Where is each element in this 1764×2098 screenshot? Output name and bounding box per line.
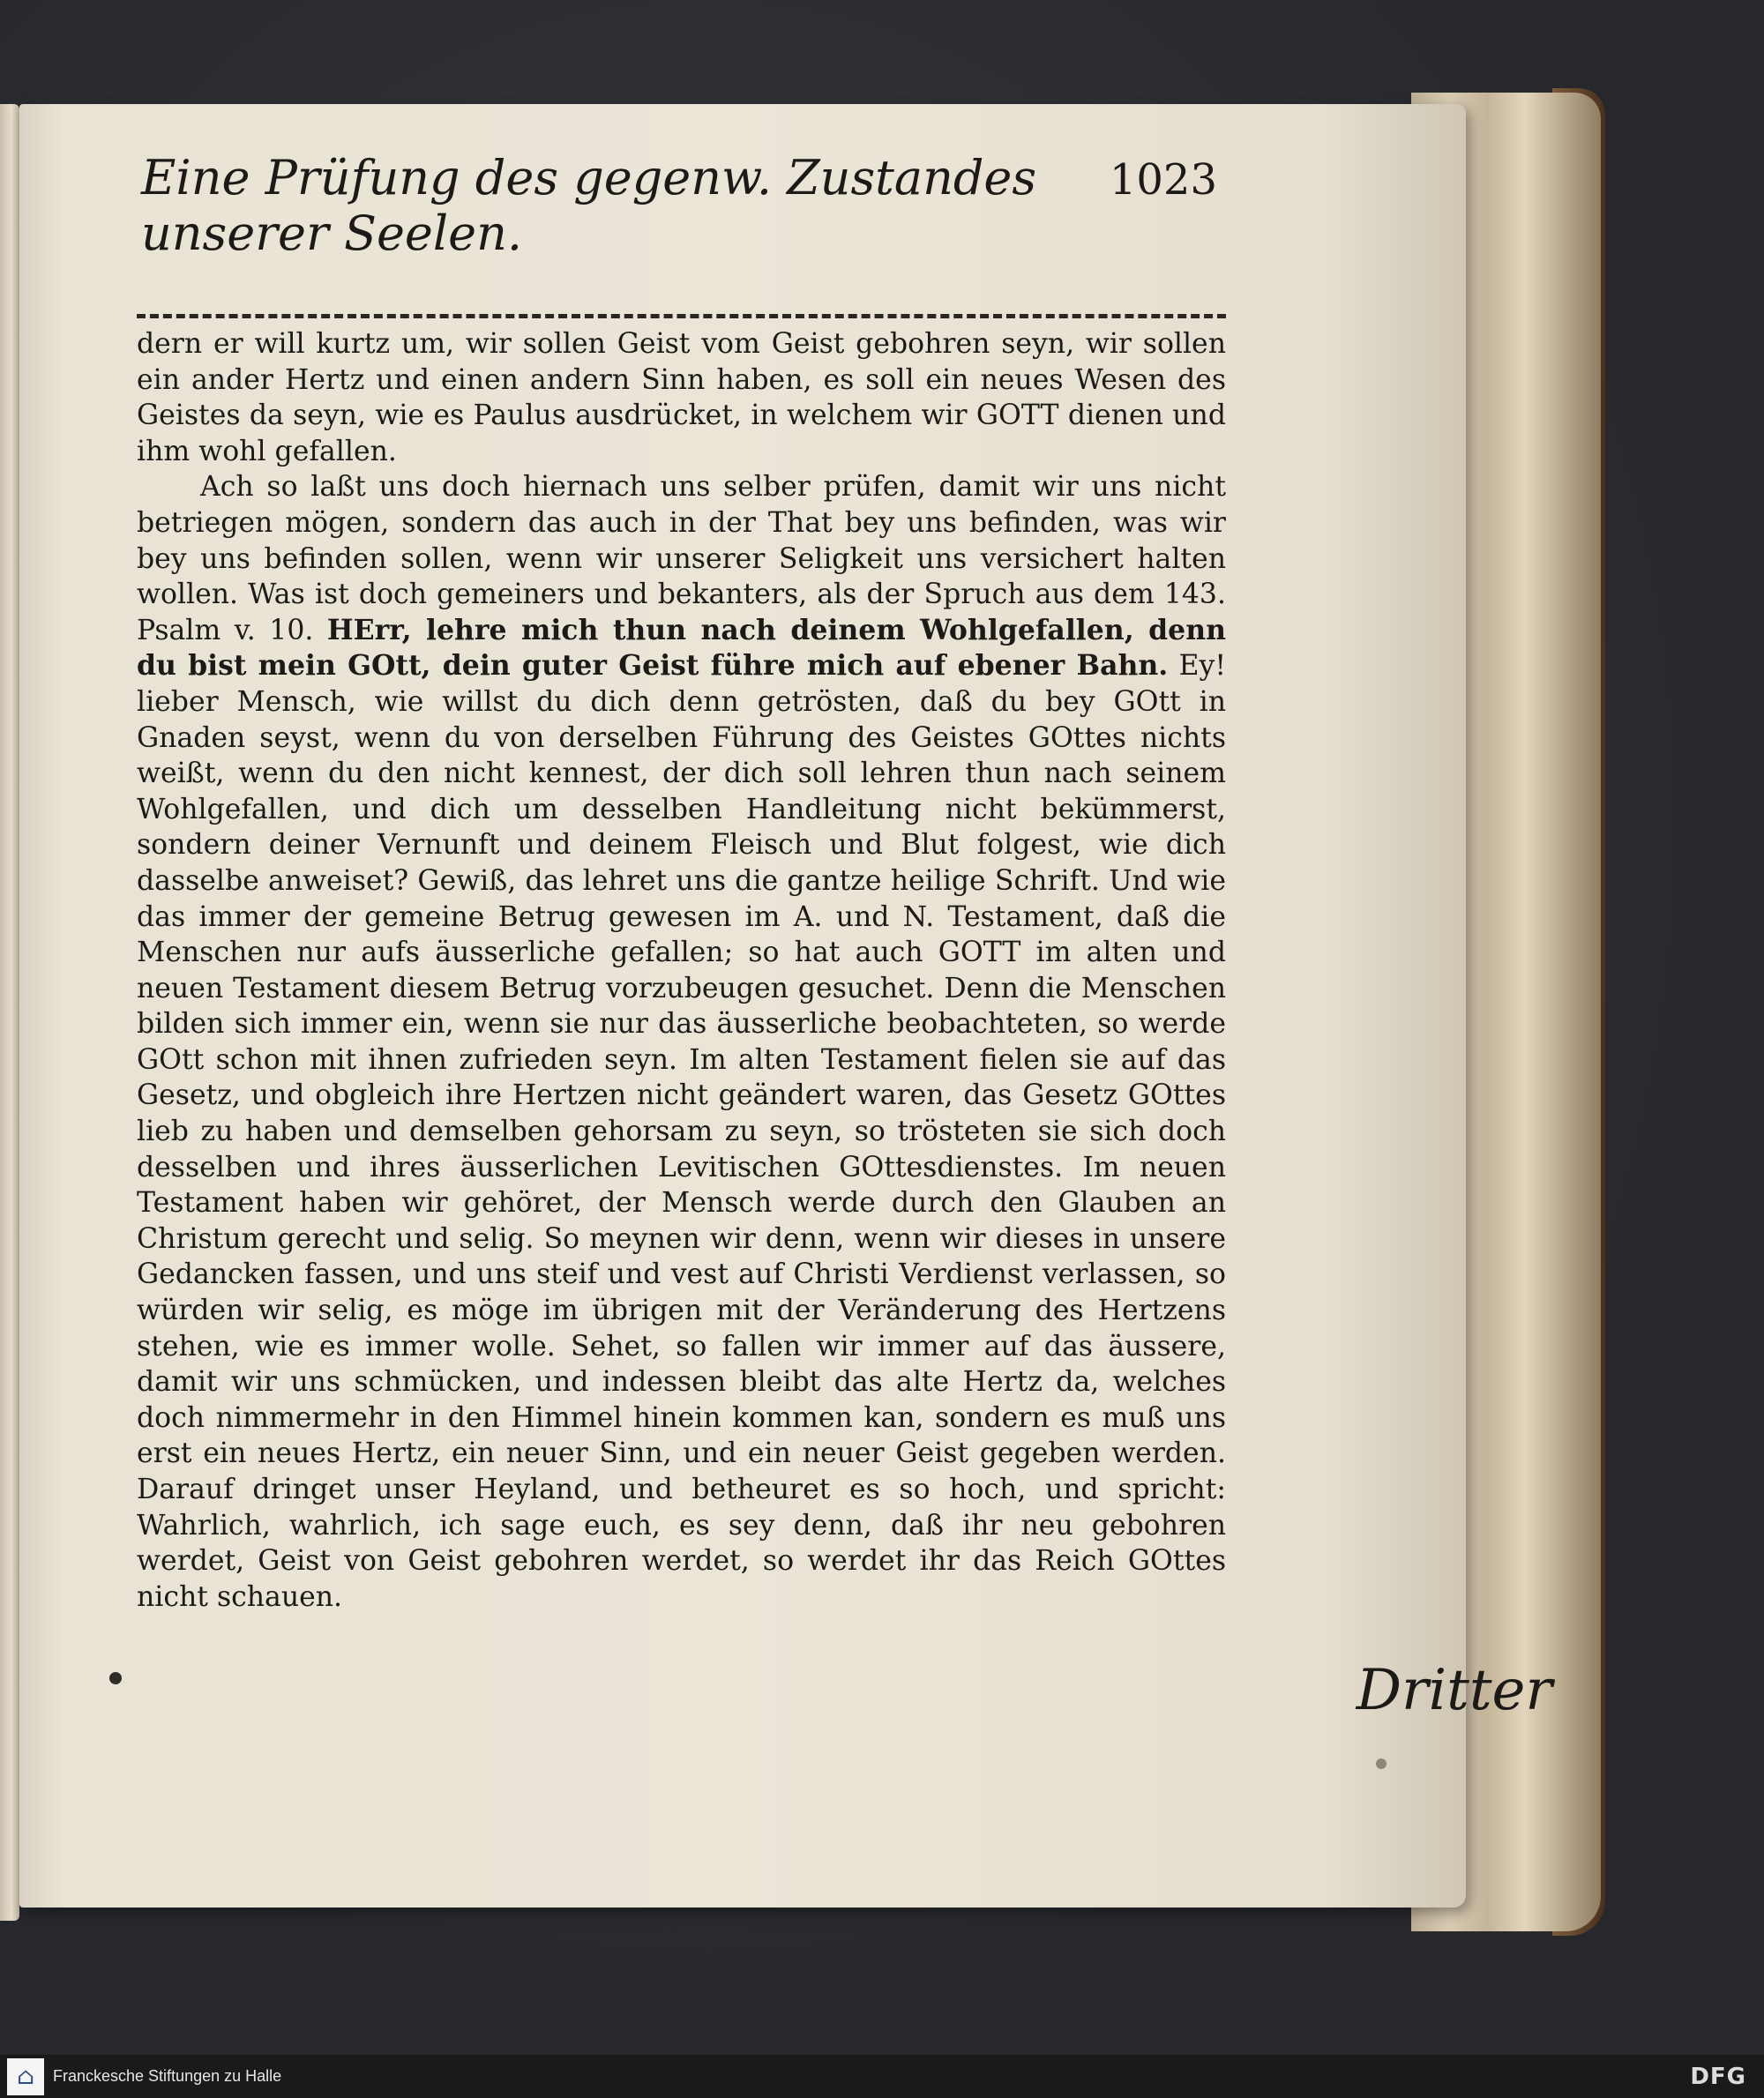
ink-spot bbox=[109, 1672, 122, 1684]
body-text bbox=[137, 326, 1226, 1615]
viewer-footer bbox=[0, 2055, 1764, 2098]
header-rule bbox=[137, 314, 1226, 318]
catchword: Dritter bbox=[1356, 1658, 1552, 1723]
paragraph-2-text-after: Ey! lieber Mensch, wie willst du dich denn getrösten, daß du bey GOtt in Gnaden seyst, wenn du von derselben Führung des Geistes GOttes nichts weißt, wenn du den nicht kennest, der dich soll lehren thun nach seinem Wohlgefallen, und dich um desselben Handleitung nicht bekümmerst, sondern deiner Vernunft und deinem Fleisch und Blut folgest, wie dich dasselbe anweiset? Gewiß, das lehret uns die gantze heilige Schrift. Und wie das immer der gemeine Betrug gewesen im A. und N. Testament, daß die Menschen nur aufs äusserliche gefallen; so hat auch GOTT im alten und neuen Testament diesem Betrug vorzubeugen gesuchet. Denn die Menschen bilden sich immer ein, wenn sie nur das äusserliche beobachteten, so werde GOtt schon mit ihnen zufrieden seyn. Im alten Testament fielen sie auf das Gesetz, und obgleich ihre Hertzen nicht geändert waren, das Gesetz GOttes lieb zu haben und demselben gehorsam zu seyn, so trösteten sie sich doch desselben und ihres äusserlichen Levitischen GOttesdienstes. Im neuen Testament haben wir gehöret, der Mensch werde durch den Glauben an Christum gerecht und selig. So meynen wir denn, wenn wir dieses in unsere Gedancken fassen, und uns steif und vest auf Christi Verdienst verlassen, so würden wir selig, es möge im übrigen mit der Veränderung des Hertzens stehen, wie es immer wolle. Sehet, so fallen wir immer auf das äussere, damit wir uns schmücken, und indessen bleibt das alte Hertz da, welches doch nimmermehr in den Himmel hinein kommen kan, sondern es muß uns erst ein neues Hertz, ein neuer Sinn, und ein neuer Geist gegeben werden. Darauf dringet unser Heyland, und betheuret es so hoch, und spricht: Wahrlich, wahrlich, ich sage euch, es sey denn, daß ihr neu gebohren werdet, Geist von Geist gebohren werdet, so werdet ihr das Reich GOttes nicht schauen. bbox=[137, 650, 1226, 1613]
dfg-logo: DFG bbox=[1690, 2063, 1746, 2090]
page-number: 1023 bbox=[1109, 155, 1217, 205]
paragraph-2 bbox=[137, 469, 1226, 1615]
page-header bbox=[141, 150, 1217, 261]
paragraph-2-text-before: Ach so laßt uns doch hiernach uns selber prüfen, damit wir uns nicht betriegen mögen, sondern das auch in der That bey uns befinden, was wir bey uns befinden sollen, wenn wir unserer Seligkeit uns versichert halten wollen. Was ist doch gemeiners und bekanters, als der Spruch aus dem 143. Psalm v. 10. bbox=[137, 471, 1226, 646]
institution-logo-icon: ⌂ bbox=[7, 2058, 44, 2095]
paragraph-1: dern er will kurtz um, wir sollen Geist vom Geist gebohren seyn, wir sollen ein ander Hertz und einen andern Sinn haben, es soll ein neues Wesen des Geistes da seyn, wie es Paulus ausdrücket, in welchem wir GOTT dienen und ihm wohl gefallen. bbox=[137, 328, 1226, 467]
paper-spot bbox=[1376, 1758, 1387, 1769]
footer-branding bbox=[0, 2058, 281, 2095]
institution-name: Franckesche Stiftungen zu Halle bbox=[53, 2067, 282, 2085]
paragraph-2-emphasis: HErr, lehre mich thun nach deinem Wohlgefallen, denn du bist mein GOtt, dein guter Geist führe mich auf ebener Bahn. bbox=[137, 613, 1227, 683]
left-page-edge bbox=[0, 104, 19, 1921]
running-title: Eine Prüfung des gegenw. Zustandes unserer Seelen. bbox=[141, 150, 1037, 261]
